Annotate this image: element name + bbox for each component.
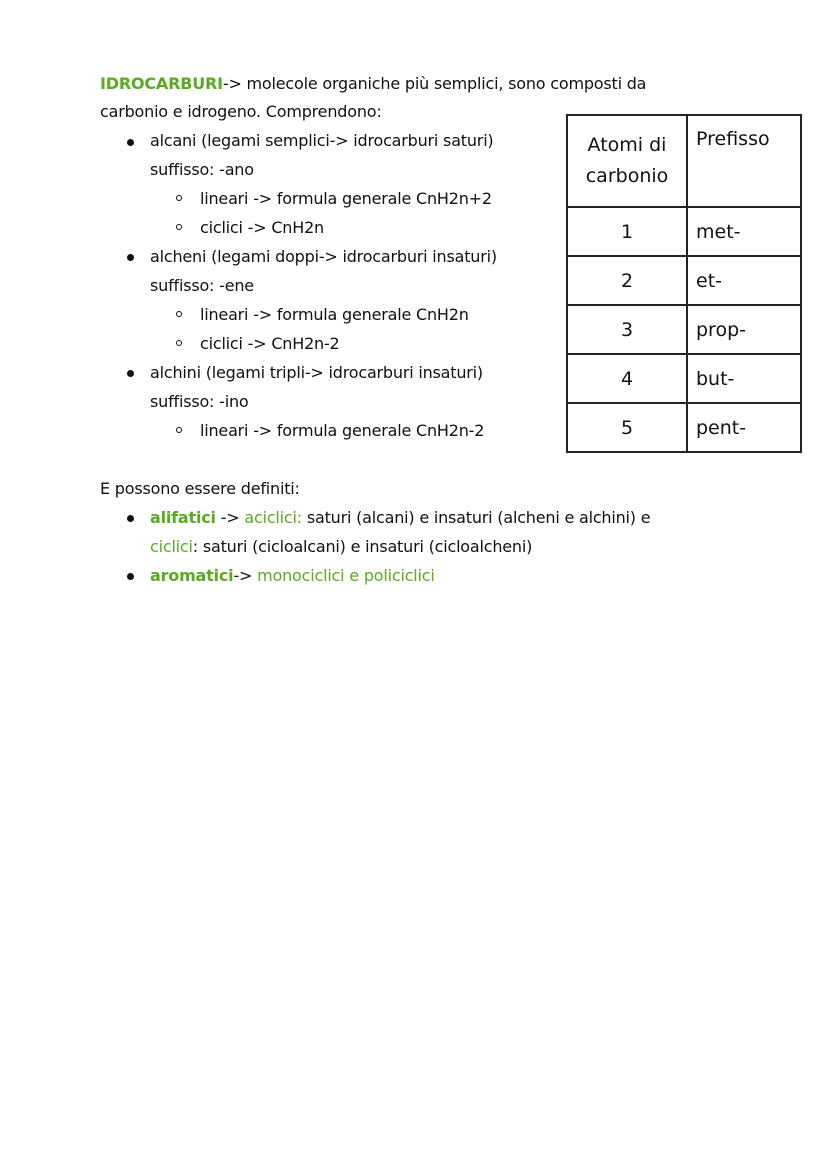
circle-bullet bbox=[176, 427, 182, 433]
bullet-alcani bbox=[127, 139, 134, 146]
definition-alifatici-line1 bbox=[150, 504, 650, 532]
term-idrocarburi: IDROCARBURI bbox=[100, 74, 223, 93]
class-alcheni-sub-ciclici: ciclici -> CnH2n-2 bbox=[200, 334, 340, 353]
cell-atoms: 5 bbox=[567, 403, 687, 452]
cell-prefix: prop- bbox=[687, 305, 801, 354]
definition-aromatici bbox=[150, 562, 435, 590]
arrow-text: -> bbox=[215, 508, 245, 527]
class-alcani-title: alcani (legami semplici-> idrocarburi saturi) bbox=[150, 131, 494, 150]
cell-prefix: et- bbox=[687, 256, 801, 305]
table-row bbox=[567, 207, 801, 256]
circle-bullet bbox=[176, 195, 182, 201]
table-header-row bbox=[567, 115, 801, 207]
circle-bullet bbox=[176, 224, 182, 230]
cell-atoms: 1 bbox=[567, 207, 687, 256]
class-alcani-sub-lineari: lineari -> formula generale CnH2n+2 bbox=[200, 189, 492, 208]
class-alcheni-title: alcheni (legami doppi-> idrocarburi insaturi) bbox=[150, 247, 497, 266]
term-aromatici: aromatici bbox=[150, 566, 234, 585]
bullet-aromatici bbox=[127, 573, 134, 580]
intro-text-line1: -> molecole organiche più semplici, sono composti da bbox=[222, 74, 647, 93]
class-alchini-sub-lineari: lineari -> formula generale CnH2n-2 bbox=[200, 421, 485, 440]
header-atoms bbox=[567, 115, 687, 207]
definitions-heading: E possono essere definiti: bbox=[100, 479, 300, 498]
class-alcheni-sub-lineari: lineari -> formula generale CnH2n bbox=[200, 305, 469, 324]
bullet-alcheni bbox=[127, 254, 134, 261]
class-alchini-title: alchini (legami tripli-> idrocarburi insaturi) bbox=[150, 363, 483, 382]
circle-bullet bbox=[176, 340, 182, 346]
definition-alifatici-line2 bbox=[150, 533, 532, 561]
class-alcani-suffix: suffisso: -ano bbox=[150, 160, 254, 179]
cell-prefix: met- bbox=[687, 207, 801, 256]
bullet-alifatici bbox=[127, 515, 134, 522]
prefix-table bbox=[566, 114, 802, 453]
intro-text-line2: carbonio e idrogeno. Comprendono: bbox=[100, 102, 382, 121]
header-atoms-line2: carbonio bbox=[585, 165, 669, 187]
cell-prefix: pent- bbox=[687, 403, 801, 452]
arrow-text: -> bbox=[233, 566, 258, 585]
circle-bullet bbox=[176, 311, 182, 317]
ciclici-text: : saturi (cicloalcani) e insaturi (cicloalcheni) bbox=[192, 537, 533, 556]
table-row bbox=[567, 354, 801, 403]
term-alifatici: alifatici bbox=[150, 508, 216, 527]
cell-atoms: 3 bbox=[567, 305, 687, 354]
table-row bbox=[567, 403, 801, 452]
aromatici-text: monociclici e policiclici bbox=[257, 566, 435, 585]
aciclici-text: saturi (alcani) e insaturi (alcheni e alchini) e bbox=[301, 508, 651, 527]
cell-prefix: but- bbox=[687, 354, 801, 403]
table-row bbox=[567, 256, 801, 305]
header-prefix: Prefisso bbox=[687, 115, 801, 207]
class-alcani-sub-ciclici: ciclici -> CnH2n bbox=[200, 218, 324, 237]
cell-atoms: 2 bbox=[567, 256, 687, 305]
bullet-alchini bbox=[127, 370, 134, 377]
class-alcheni-suffix: suffisso: -ene bbox=[150, 276, 254, 295]
term-ciclici: ciclici bbox=[150, 537, 193, 556]
header-atoms-line1: Atomi di bbox=[587, 134, 667, 156]
class-alchini-suffix: suffisso: -ino bbox=[150, 392, 249, 411]
term-aciclici: aciclici: bbox=[244, 508, 302, 527]
table-row bbox=[567, 305, 801, 354]
cell-atoms: 4 bbox=[567, 354, 687, 403]
